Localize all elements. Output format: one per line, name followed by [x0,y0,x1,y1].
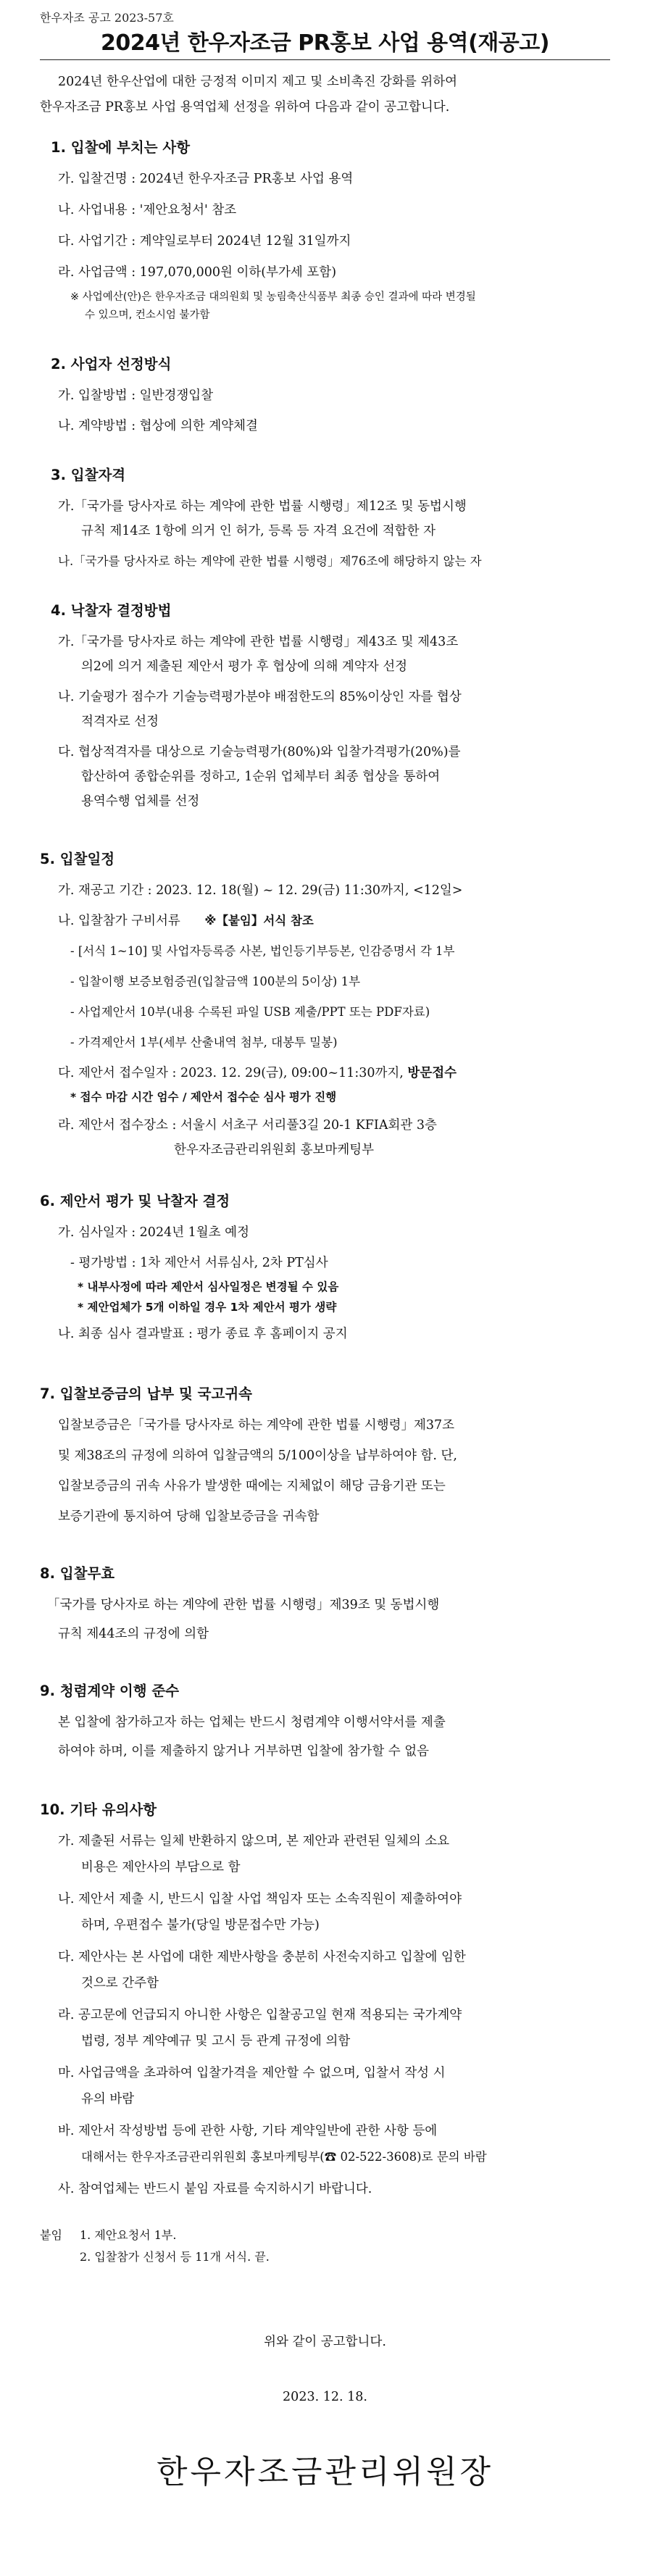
s7-line-3: 입찰보증금의 귀속 사유가 발생한 때에는 지체없이 해당 금융기관 또는 [58,1479,446,1493]
s5-item-da-text: 다. 제안서 접수일자 : 2023. 12. 29(금), 09:00~11:30까지, [58,1066,408,1080]
section-heading-2: 2. 사업자 선정방식 [51,356,172,372]
s5-item-na [58,910,314,932]
s1-item-na: 나. 사업내용 : '제안요청서' 참조 [58,203,237,217]
section-heading-3: 3. 입찰자격 [51,467,126,483]
s5-item-ra-1: 라. 제안서 접수장소 : 서울시 서초구 서리풀3길 20-1 KFIA회관 3층 [58,1118,437,1133]
s7-line-2: 및 제38조의 규정에 의하여 입찰금액의 5/100이상을 납부하여야 함. 단, [58,1449,457,1463]
s6-item-na: 나. 최종 심사 결과발표 : 평가 종료 후 홈페이지 공지 [58,1327,348,1341]
s6-item-ga: 가. 심사일자 : 2024년 1월초 예정 [58,1225,249,1240]
s8-line-2: 규칙 제44조의 규정에 의함 [58,1627,209,1641]
s5-doc-3: - 사업제안서 10부(내용 수록된 파일 USB 제출/PPT 또는 PDF자료) [70,1005,430,1019]
section-heading-8: 8. 입찰무효 [40,1565,115,1582]
s4-item-ga-2: 의2에 의거 제출된 제안서 평가 후 협상에 의해 계약자 선정 [81,659,408,674]
attachment-1: 1. 제안요청서 1부. [80,2228,177,2242]
attachment-2: 2. 입찰참가 신청서 등 11개 서식. 끝. [80,2250,270,2264]
s6-eval-method: - 평가방법 : 1차 제안서 서류심사, 2차 PT심사 [70,1256,328,1270]
section-heading-5: 5. 입찰일정 [40,851,115,867]
section-heading-1: 1. 입찰에 부치는 사항 [51,139,191,156]
s1-item-da: 다. 사업기간 : 계약일로부터 2024년 12월 31일까지 [58,234,351,249]
section-heading-6: 6. 제안서 평가 및 낙찰자 결정 [40,1193,230,1209]
s5-item-ga: 가. 재공고 기간 : 2023. 12. 18(월) ~ 12. 29(금) 11:30까지, <12일> [58,883,463,898]
s10-item-ra-2: 법령, 정부 계약예규 및 고시 등 관계 규정에 의함 [81,2034,351,2048]
s5-item-da [58,1062,457,1084]
s4-item-da-3: 용역수행 업체를 선정 [81,794,200,809]
s2-item-na: 나. 계약방법 : 협상에 의한 계약체결 [58,419,258,433]
s10-item-na-2: 하며, 우편접수 불가(당일 방문접수만 가능) [81,1918,320,1933]
s10-item-ga-2: 비용은 제안사의 부담으로 함 [81,1860,241,1875]
s3-item-ga-1: 가.「국가를 당사자로 하는 계약에 관한 법률 시행령」제12조 및 동법시행 [58,499,467,514]
section-heading-10: 10. 기타 유의사항 [40,1801,157,1818]
s10-item-ma-1: 마. 사업금액을 초과하여 입찰가격을 제안할 수 없으며, 입찰서 작성 시 [58,2066,446,2080]
s5-item-na-text: 나. 입찰참가 구비서류 [58,914,180,928]
s1-item-ga: 가. 입찰건명 : 2024년 한우자조금 PR홍보 사업 용역 [58,172,354,186]
s5-bold-note: * 접수 마감 시간 엄수 / 제안서 접수순 심사 평가 진행 [70,1091,337,1104]
s4-item-na-1: 나. 기술평가 점수가 기술능력평가분야 배점한도의 85%이상인 자를 협상 [58,690,462,704]
issuing-authority: 한우자조금관리위원장 [156,2454,494,2490]
s10-item-na-1: 나. 제안서 제출 시, 반드시 입찰 사업 책임자 또는 소속직원이 제출하여야 [58,1892,462,1906]
intro-line-1: 2024년 한우산업에 대한 긍정적 이미지 제고 및 소비촉진 강화를 위하여 [58,75,458,89]
page-title: 2024년 한우자조금 PR홍보 사업 용역(재공고) [101,30,549,56]
s4-item-da-2: 합산하여 종합순위를 정하고, 1순위 업체부터 최종 협상을 통하여 [81,770,441,784]
s7-line-4: 보증기관에 통지하여 당해 입찰보증금을 귀속함 [58,1509,320,1524]
s1-item-ra: 라. 사업금액 : 197,070,000원 이하(부가세 포함) [58,265,337,280]
title-underline [40,59,610,60]
s10-item-da-1: 다. 제안사는 본 사업에 대한 제반사항을 충분히 사전숙지하고 입찰에 임한 [58,1950,466,1964]
closing-statement: 위와 같이 공고합니다. [264,2335,386,2349]
s10-item-ma-2: 유의 바람 [81,2092,135,2106]
section-heading-9: 9. 청렴계약 이행 준수 [40,1683,180,1699]
section-heading-4: 4. 낙찰자 결정방법 [51,602,172,619]
s2-item-ga: 가. 입찰방법 : 일반경쟁입찰 [58,388,214,403]
s10-item-ba-1: 바. 제안서 작성방법 등에 관한 사항, 기타 계약일반에 관한 사항 등에 [58,2124,438,2138]
s3-item-na: 나.「국가를 당사자로 하는 계약에 관한 법률 시행령」제76조에 해당하지 않는 자 [58,554,482,568]
s10-item-ra-1: 라. 공고문에 언급되지 아니한 사항은 입찰공고일 현재 적용되는 국가계약 [58,2008,462,2022]
s9-line-2: 하여야 하며, 이를 제출하지 않거나 거부하면 입찰에 참가할 수 없음 [58,1744,430,1759]
s5-attach-ref: ※【붙임】서식 참조 [204,914,314,928]
s5-doc-4: - 가격제안서 1부(세부 산출내역 첨부, 대봉투 밀봉) [70,1035,338,1049]
s10-item-ga-1: 가. 제출된 서류는 일체 반환하지 않으며, 본 제안과 관련된 일체의 소요 [58,1834,450,1848]
s5-item-ra-2: 한우자조금관리위원회 홍보마케팅부 [174,1143,375,1157]
s8-line-1: 「국가를 당사자로 하는 계약에 관한 법률 시행령」제39조 및 동법시행 [47,1598,440,1612]
s4-item-na-2: 적격자로 선정 [81,714,159,729]
s10-item-ba-2: 대해서는 한우자조금관리위원회 홍보마케팅부(☎ 02-522-3608)로 문의 바람 [81,2150,487,2164]
s1-note-line-2: 수 있으며, 컨소시엄 불가함 [85,309,210,321]
s10-item-sa: 사. 참여업체는 반드시 붙임 자료를 숙지하시기 바랍니다. [58,2182,372,2196]
s3-item-ga-2: 규칙 제14조 1항에 의거 인 허가, 등록 등 자격 요건에 적합한 자 [81,524,436,538]
s4-item-ga-1: 가.「국가를 당사자로 하는 계약에 관한 법률 시행령」제43조 및 제43조 [58,635,459,649]
notice-date: 2023. 12. 18. [283,2390,367,2404]
s1-note-line-1: ※ 사업예산(안)은 한우자조금 대의원회 및 농림축산식품부 최종 승인 결과에 따라 변경될 [70,291,476,303]
s5-doc-2: - 입찰이행 보증보험증권(입찰금액 100분의 5이상) 1부 [70,975,361,988]
s9-line-1: 본 입찰에 참가하고자 하는 업체는 반드시 청렴계약 이행서약서를 제출 [58,1715,446,1730]
s4-item-da-1: 다. 협상적격자를 대상으로 기술능력평가(80%)와 입찰가격평가(20%)를 [58,745,461,759]
s10-item-da-2: 것으로 간주함 [81,1976,159,1991]
s5-doc-1: - [서식 1~10] 및 사업자등록증 사본, 법인등기부등본, 인감증명서 각 1부 [70,944,455,958]
attachments-label: 붙임 [40,2228,62,2242]
intro-line-2: 한우자조금 PR홍보 사업 용역업체 선정을 위하여 다음과 같이 공고합니다. [40,100,450,114]
s6-bold-note-1: * 내부사정에 따라 제안서 심사일정은 변경될 수 있음 [78,1280,339,1293]
s6-bold-note-2: * 제안업체가 5개 이하일 경우 1차 제안서 평가 생략 [78,1301,337,1314]
s5-visit-label: 방문접수 [407,1066,457,1080]
section-heading-7: 7. 입찰보증금의 납부 및 국고귀속 [40,1385,253,1402]
notice-number: 한우자조 공고 2023-57호 [40,11,174,25]
s7-line-1: 입찰보증금은「국가를 당사자로 하는 계약에 관한 법률 시행령」제37조 [58,1418,455,1433]
